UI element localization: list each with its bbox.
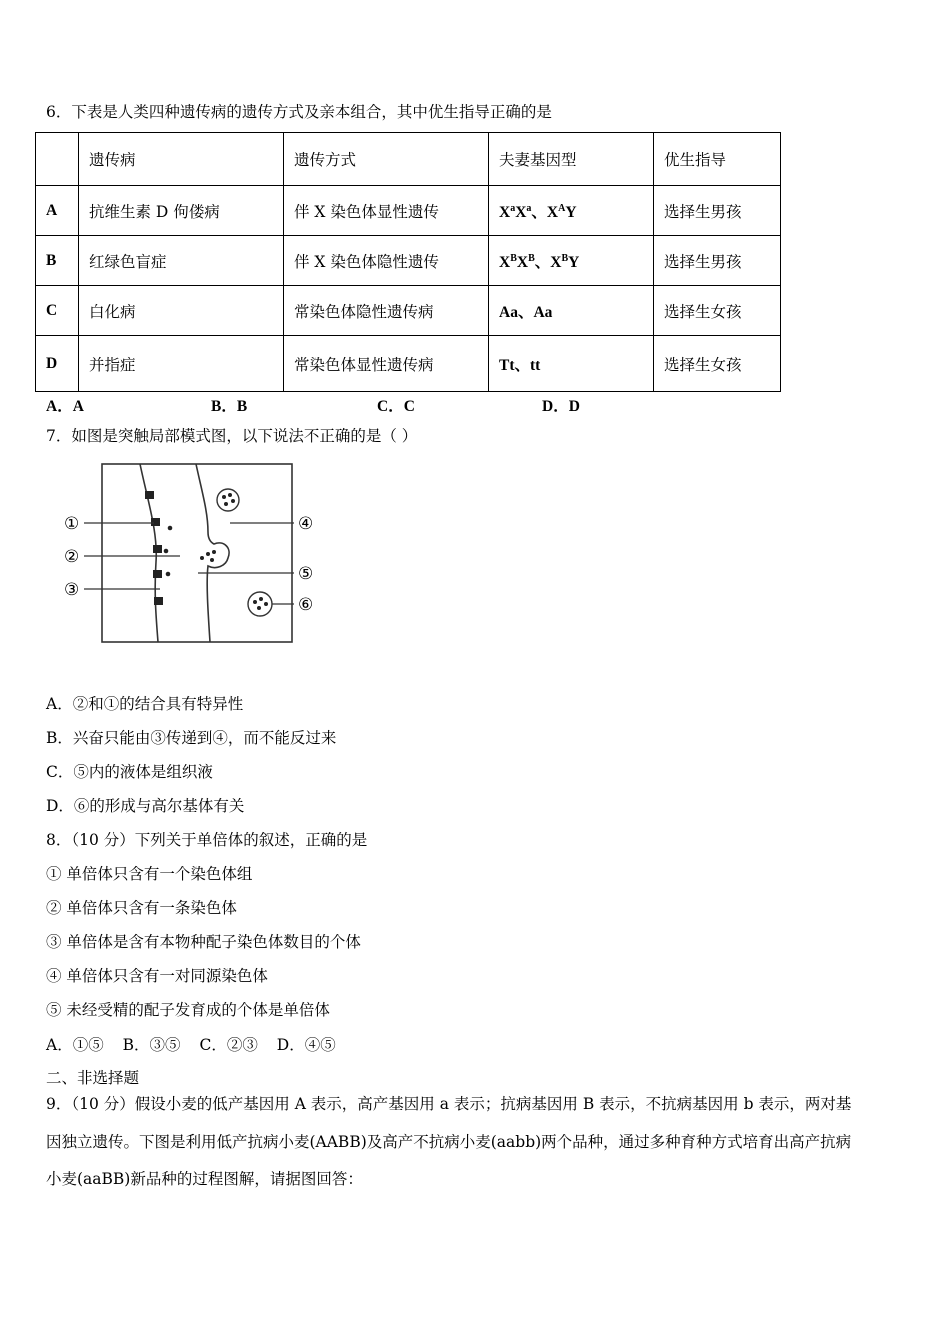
row-letter: D bbox=[36, 336, 79, 392]
genotype-cell: $X^BX^B$、$X^BY$ bbox=[489, 236, 654, 286]
q7-option-c: C．⑤内的液体是组织液 bbox=[46, 763, 213, 781]
label-3: ③ bbox=[64, 580, 80, 600]
q7-option-d: D．⑥的形成与高尔基体有关 bbox=[46, 797, 245, 815]
q8-option-a: A．①⑤ bbox=[46, 1036, 104, 1054]
advice-cell: 选择生女孩 bbox=[654, 336, 781, 392]
mode-cell: 常染色体显性遗传病 bbox=[284, 336, 489, 392]
q8-item-1: ① 单倍体只含有一个染色体组 bbox=[46, 865, 253, 883]
q7-option-b: B．兴奋只能由③传递到④，而不能反过来 bbox=[46, 729, 337, 747]
q6-option-d: D．D bbox=[542, 398, 580, 415]
q8-item-4: ④ 单倍体只含有一对同源染色体 bbox=[46, 967, 268, 985]
disease-cell: 白化病 bbox=[79, 286, 284, 336]
mode-cell: 常染色体隐性遗传病 bbox=[284, 286, 489, 336]
genotype-cell: $X^aX^a$、$X^AY$ bbox=[489, 186, 654, 236]
advice-cell: 选择生女孩 bbox=[654, 286, 781, 336]
q9-line-1: 9．（10 分）假设小麦的低产基因用 A 表示，高产基因用 a 表示；抗病基因用 B 表示，不抗病基因用 b 表示，两对基 bbox=[46, 1095, 852, 1113]
q6-option-a: A．A bbox=[46, 398, 84, 415]
advice-cell: 选择生男孩 bbox=[654, 186, 781, 236]
table-row bbox=[36, 336, 781, 392]
q9-line-3: 小麦(aaBB)新品种的过程图解，请据图回答： bbox=[46, 1170, 363, 1188]
table-row bbox=[36, 286, 781, 336]
label-1: ① bbox=[64, 514, 80, 534]
header-cell: 遗传病 bbox=[79, 133, 284, 186]
disease-cell: 抗维生素 D 佝偻病 bbox=[79, 186, 284, 236]
q8-options bbox=[46, 1035, 350, 1055]
genotype-cell: Aa、Aa bbox=[489, 286, 654, 336]
q8-option-b: B．③⑤ bbox=[122, 1036, 181, 1054]
genetic-disease-table bbox=[35, 132, 781, 392]
synapse-diagram bbox=[62, 462, 332, 656]
genotype-cell: Tt、tt bbox=[489, 336, 654, 392]
mode-cell: 伴 X 染色体隐性遗传 bbox=[284, 236, 489, 286]
q8-stem: 8．（10 分）下列关于单倍体的叙述，正确的是 bbox=[46, 831, 368, 849]
q8-option-d: D．④⑤ bbox=[276, 1036, 336, 1054]
table-header-row bbox=[36, 133, 781, 186]
label-2: ② bbox=[64, 547, 80, 567]
q7-option-a: A．②和①的结合具有特异性 bbox=[46, 695, 244, 713]
label-4: ④ bbox=[298, 514, 314, 534]
row-letter: B bbox=[36, 236, 79, 286]
q6-stem: 6．下表是人类四种遗传病的遗传方式及亲本组合，其中优生指导正确的是 bbox=[46, 103, 552, 121]
q8-option-c: C．②③ bbox=[199, 1036, 258, 1054]
mode-cell: 伴 X 染色体显性遗传 bbox=[284, 186, 489, 236]
q7-stem: 7．如图是突触局部模式图，以下说法不正确的是（ ） bbox=[46, 427, 418, 445]
label-5: ⑤ bbox=[298, 564, 314, 584]
disease-cell: 并指症 bbox=[79, 336, 284, 392]
header-cell bbox=[36, 133, 79, 186]
row-letter: C bbox=[36, 286, 79, 336]
table-row bbox=[36, 186, 781, 236]
q8-item-3: ③ 单倍体是含有本物种配子染色体数目的个体 bbox=[46, 933, 361, 951]
header-cell: 遗传方式 bbox=[284, 133, 489, 186]
section-heading: 二、非选择题 bbox=[46, 1069, 140, 1087]
advice-cell: 选择生男孩 bbox=[654, 236, 781, 286]
table-row bbox=[36, 236, 781, 286]
row-letter: A bbox=[36, 186, 79, 236]
q9-line-2: 因独立遗传。下图是利用低产抗病小麦(AABB)及高产不抗病小麦(aabb)两个品种，通过多种育种方式培育出高产抗病 bbox=[46, 1133, 852, 1151]
header-cell: 夫妻基因型 bbox=[489, 133, 654, 186]
label-6: ⑥ bbox=[298, 595, 314, 615]
q8-item-5: ⑤ 未经受精的配子发育成的个体是单倍体 bbox=[46, 1001, 330, 1019]
q8-item-2: ② 单倍体只含有一条染色体 bbox=[46, 899, 237, 917]
q6-option-b: B．B bbox=[211, 398, 248, 415]
disease-cell: 红绿色盲症 bbox=[79, 236, 284, 286]
header-cell: 优生指导 bbox=[654, 133, 781, 186]
q6-option-c: C．C bbox=[377, 398, 415, 415]
